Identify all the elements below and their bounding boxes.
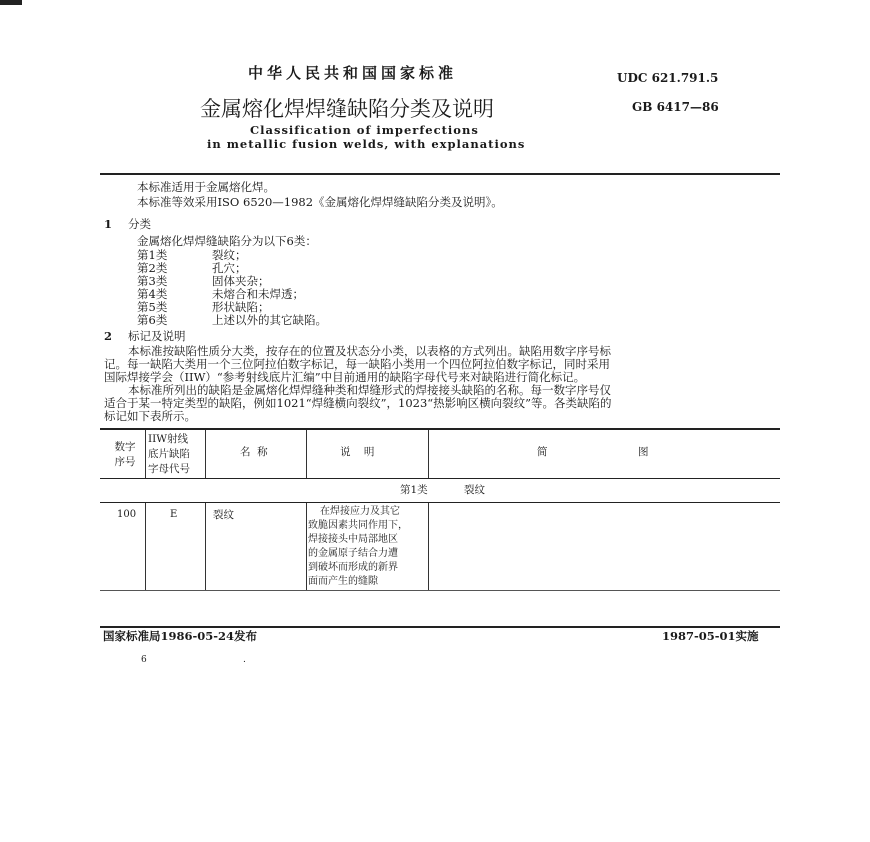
header-number <box>108 440 142 470</box>
row-name: 裂纹 <box>213 509 234 521</box>
issued-date: 国家标准局1986-05-24发布 <box>103 629 258 643</box>
header-diagram: 简 <box>537 446 548 458</box>
header-desc: 说 明 <box>340 446 375 458</box>
header-text: IIW射线 <box>148 433 189 445</box>
column-divider <box>306 430 307 478</box>
column-divider <box>428 503 429 590</box>
scan-artifact <box>0 0 22 5</box>
page-title: 金属熔化焊焊缝缺陷分类及说明 <box>200 97 494 121</box>
header-iiw <box>148 432 190 477</box>
paragraph-line: 记。每一缺陷大类用一个三位阿拉伯数字标记，每一缺陷小类用一个四位阿拉伯数字标记，同时采用 <box>104 357 610 371</box>
section-title: 分类 <box>128 217 151 231</box>
header-text: 字母代号 <box>148 463 190 475</box>
national-standard-label: 中华人民共和国国家标准 <box>248 64 458 82</box>
paragraph-line: 本标准按缺陷性质分大类，按存在的位置及状态分小类，以表格的方式列出。缺陷用数字序号标 <box>128 344 611 358</box>
column-divider <box>145 503 146 590</box>
class-label: 第5类 <box>137 300 168 314</box>
column-divider <box>205 430 206 478</box>
category-bottom-rule <box>100 502 780 503</box>
row-iiw-code: E <box>170 509 178 520</box>
row-description <box>308 505 408 589</box>
header-text: 数字 <box>114 441 136 453</box>
class-label: 第4类 <box>137 287 168 301</box>
column-divider <box>205 503 206 590</box>
title-en-line2: in metallic fusion welds, with explanations <box>207 137 526 151</box>
column-divider <box>306 503 307 590</box>
header-text: 序号 <box>114 456 136 468</box>
footer-rule <box>100 626 780 628</box>
column-divider <box>428 430 429 478</box>
paragraph-line: 标记如下表所示。 <box>104 409 196 423</box>
desc-line: 在焊接应力及其它 <box>320 506 400 517</box>
class-desc: 上述以外的其它缺陷。 <box>212 313 327 327</box>
class-desc: 固体夹杂； <box>212 274 270 288</box>
class-label: 第1类 <box>137 248 168 262</box>
paragraph-line: 国际焊接学会（IIW）“参考射线底片汇编”中目前通用的缺陷字母代号来对缺陷进行简化标记。 <box>104 370 586 384</box>
gb-code: GB 6417—86 <box>632 100 719 114</box>
category-label: 第1类 <box>400 484 428 496</box>
class-desc: 未熔合和未焊透； <box>212 287 304 301</box>
page-number: 6 <box>141 655 147 665</box>
intro-line: 本标准等效采用ISO 6520—1982《金属熔化焊焊缝缺陷分类及说明》。 <box>137 195 503 209</box>
section-number: 1 <box>104 217 113 231</box>
paragraph-line: 适合于某一特定类型的缺陷，例如1021“焊缝横向裂纹”，1023“热影响区横向裂纹”等。各类缺陷的 <box>104 396 612 410</box>
intro-line: 本标准适用于金属熔化焊。 <box>137 180 275 194</box>
title-en-line1: Classification of imperfections <box>250 123 479 137</box>
class-label: 第6类 <box>137 313 168 327</box>
class-label: 第2类 <box>137 261 168 275</box>
udc-code: UDC 621.791.5 <box>617 71 719 85</box>
desc-line: 焊接接头中局部地区 <box>308 534 398 545</box>
column-divider <box>145 430 146 478</box>
header-text: 底片缺陷 <box>148 448 190 460</box>
desc-line: 到破坏而形成的新界 <box>308 562 398 573</box>
section-lead: 金属熔化焊焊缝缺陷分为以下6类： <box>137 234 317 248</box>
table-top-rule <box>100 428 780 430</box>
header-name: 名 称 <box>240 446 268 458</box>
class-desc: 孔穴； <box>212 261 247 275</box>
header-diagram: 图 <box>638 446 649 458</box>
row-number: 100 <box>117 509 137 520</box>
class-desc: 裂纹； <box>212 248 247 262</box>
section-title: 标记及说明 <box>128 329 186 343</box>
desc-line: 面而产生的缝隙 <box>308 576 378 587</box>
effective-date: 1987-05-01实施 <box>662 629 759 643</box>
category-name: 裂纹 <box>464 484 485 496</box>
paragraph-line: 本标准所列出的缺陷是金属熔化焊焊缝种类和焊缝形式的焊接接头缺陷的名称。每一数字序号仅 <box>128 383 611 397</box>
desc-line: 致脆因素共同作用下， <box>308 520 408 531</box>
section-number: 2 <box>104 329 113 343</box>
header-bottom-rule <box>100 478 780 479</box>
class-label: 第3类 <box>137 274 168 288</box>
header-divider <box>100 173 780 175</box>
scan-speck: . <box>243 655 246 665</box>
desc-line: 的金属原子结合力遭 <box>308 548 398 559</box>
table-bottom-rule <box>100 590 780 591</box>
class-desc: 形状缺陷； <box>212 300 270 314</box>
